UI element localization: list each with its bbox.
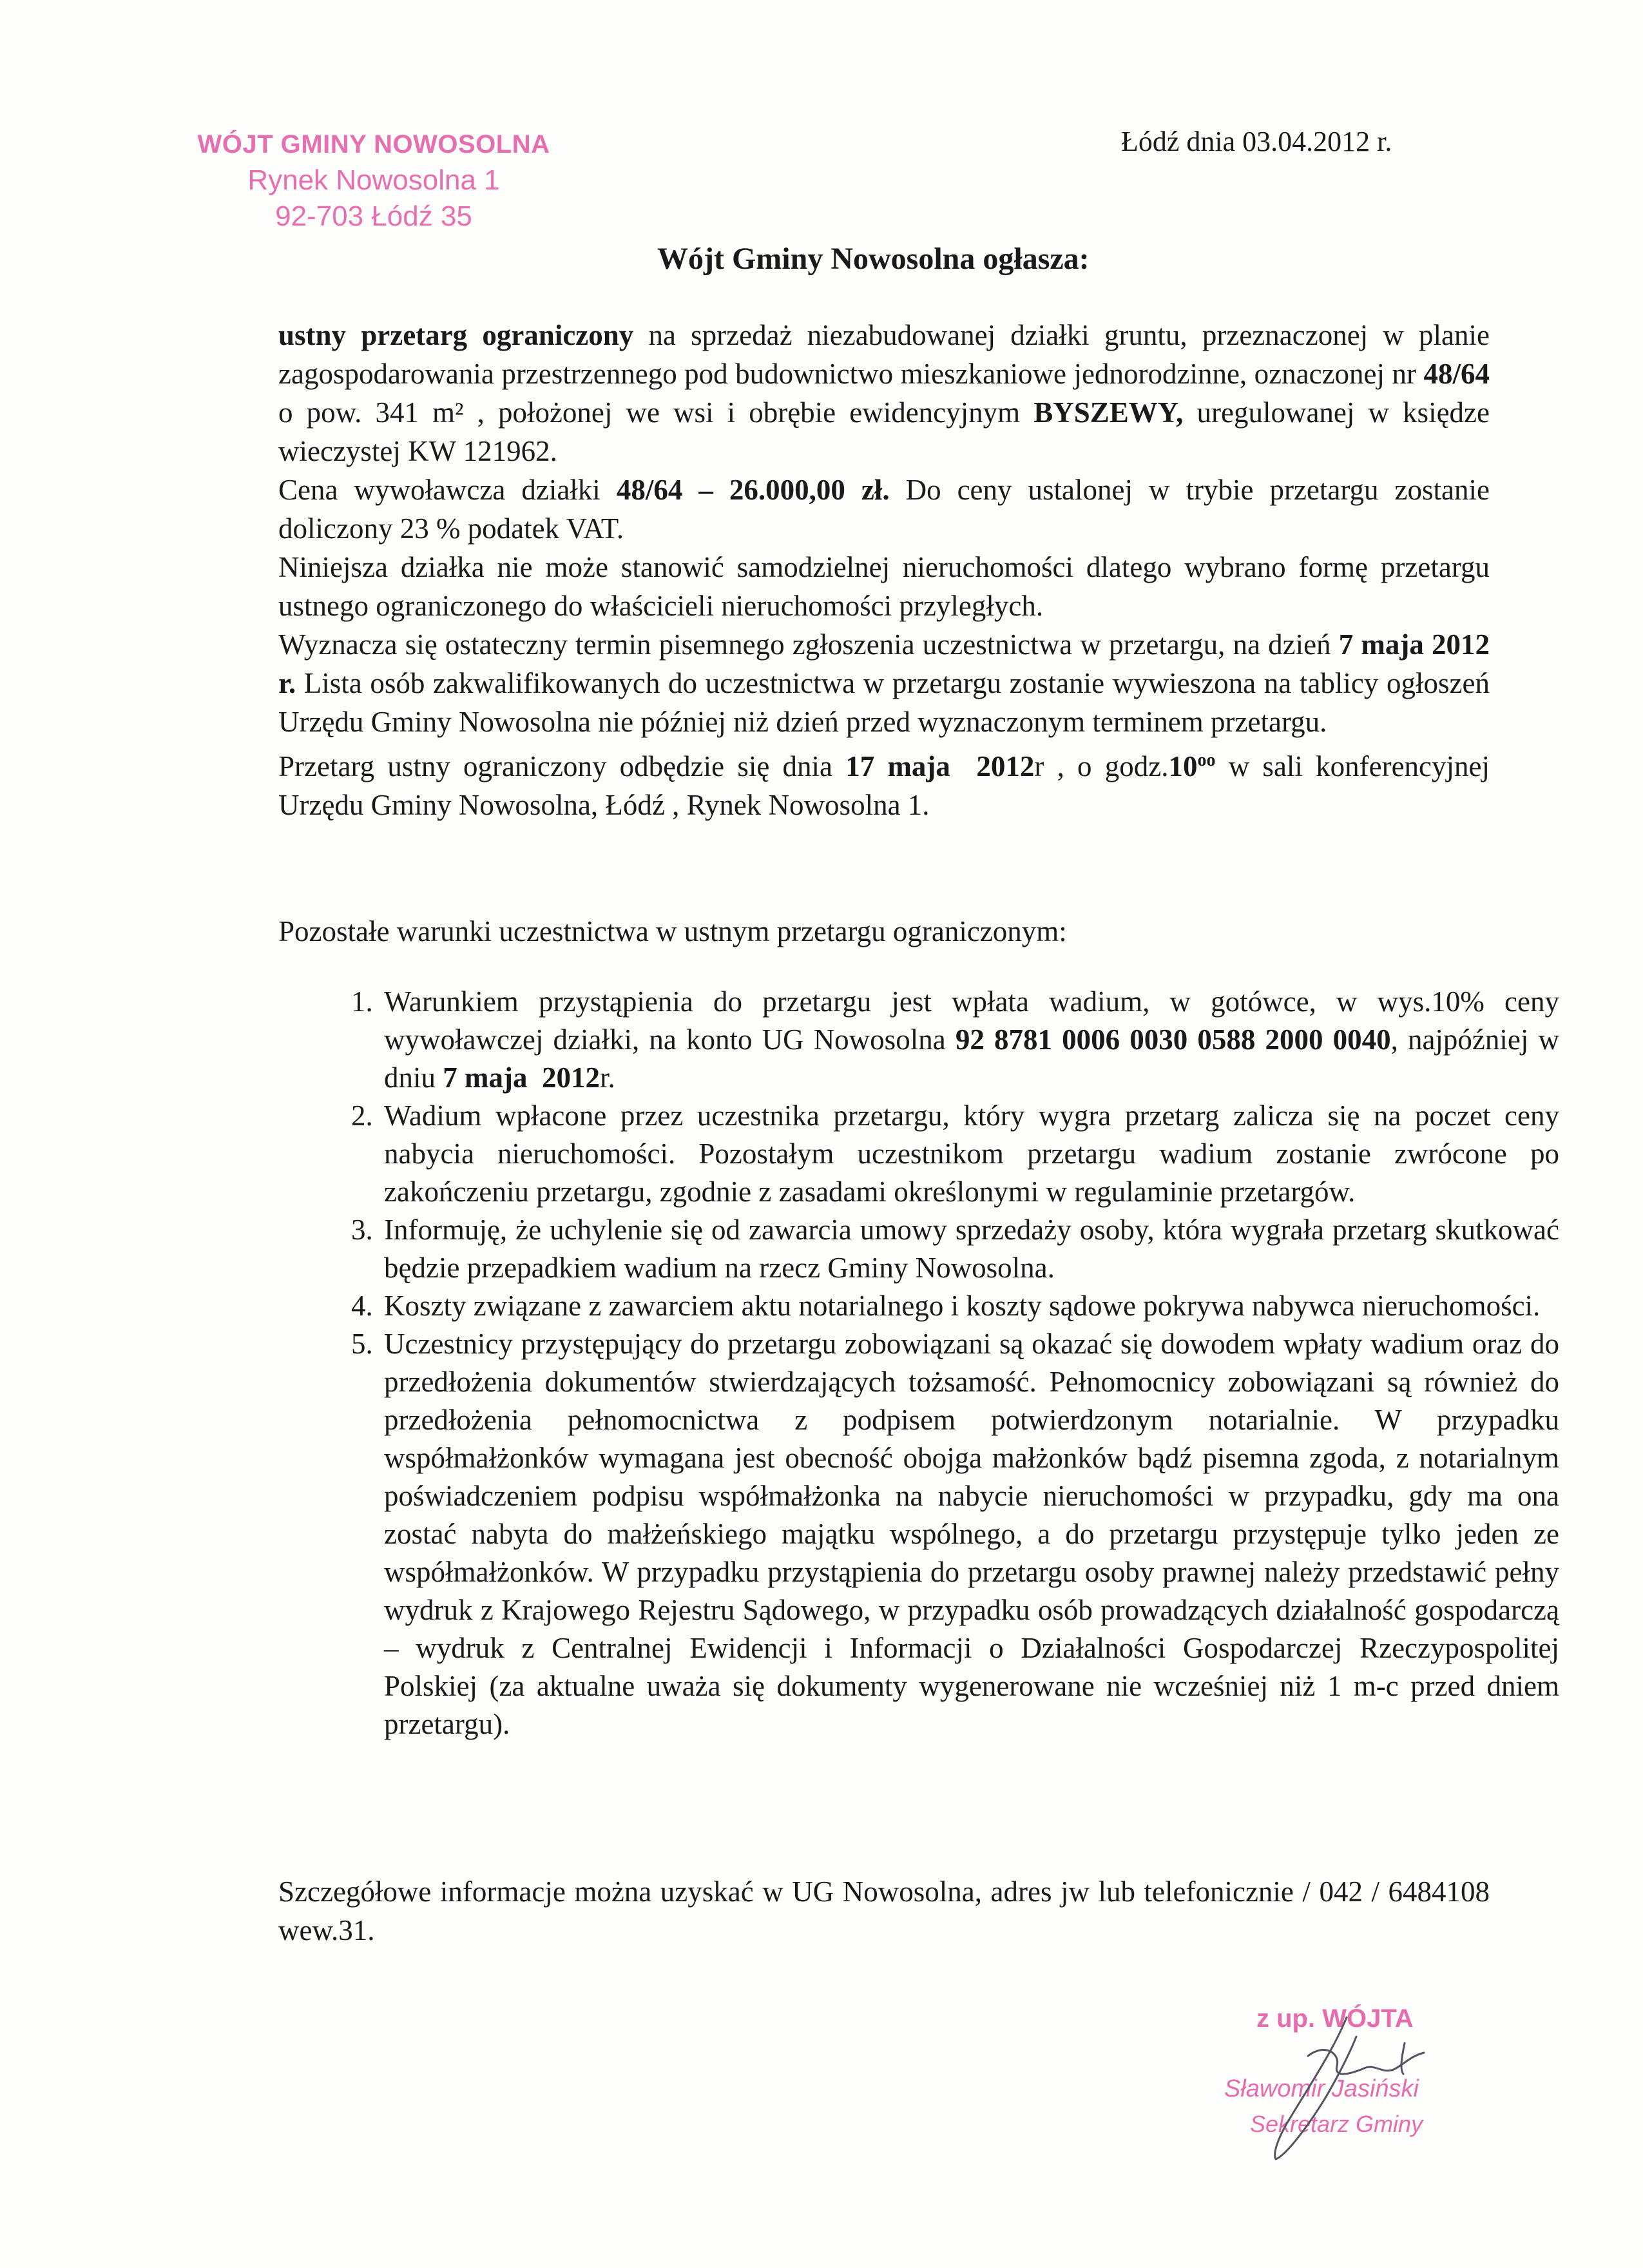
office-stamp [193, 126, 554, 235]
bold-deadline-date: 7 maja 2012 r. [278, 628, 1490, 699]
text-span: , najpóźniej w dniu [384, 1023, 1559, 1094]
spacer [528, 1061, 543, 1094]
text-span: na sprzedaż niezabudowanej działki gruntu, przeznaczonej w planie zagospodarowania przestrzennego pod budownictwo mieszkaniowe jednorodzinne, oznaczonej nr [278, 319, 1490, 390]
stamp-line-2: Rynek Nowosolna 1 [247, 164, 500, 196]
text-span: w sali konferencyjnej Urzędu Gminy Nowosolna, Łódź , Rynek Nowosolna 1. [278, 750, 1490, 821]
condition-item: 2. Wadium wpłacone przez uczestnika przetargu, który wygra przetarg zalicza się na poczet ceny nabycia nieruchomości. Pozostałym uczestnikom przetargu wadium zostanie zwrócone po zakończeniu przetargu, zgodnie z zasadami określonymi w regulaminie przetargów. [380, 1097, 1559, 1211]
signature-stamp-line-3: Sekretarz Gminy [1250, 2111, 1423, 2137]
text-span: r. [600, 1061, 615, 1094]
bold-auction-type: ustny przetarg ograniczony [278, 319, 634, 351]
bold-deposit-date: 7 maja [443, 1061, 528, 1094]
place-date: Łódź dnia 03.04.2012 r. [1121, 126, 1392, 157]
text-span: Wyznacza się ostateczny termin pisemnego zgłoszenia uczestnictwa w przetargu, na dzień [278, 628, 1339, 661]
spacer [950, 750, 976, 782]
bold-starting-price: 48/64 – 26.000,00 zł. [616, 474, 890, 506]
condition-item: 4. Koszty związane z zawarciem aktu notarialnego i koszty sądowe pokrywa nabywca nieruchomości. [380, 1287, 1559, 1325]
paragraph-price [278, 470, 1490, 548]
handwritten-signature [1211, 1998, 1482, 2166]
signature-stamp-line-1: z up. WÓJTA [1256, 2004, 1414, 2033]
text-span: Cena wywoławcza działki [278, 474, 617, 506]
paragraph-restriction: Niniejsza działka nie może stanowić samodzielnej nieruchomości dlatego wybrano formę przetargu ustnego ograniczonego do właścicieli nieruchomości przyległych. [278, 551, 1490, 622]
bold-auction-hour: 10 [1168, 750, 1198, 782]
signature-stamp-line-2: Sławomir Jasiński [1224, 2075, 1419, 2102]
conditions-intro: Pozostałe warunki uczestnictwa w ustnym przetargu ograniczonym: [278, 915, 1067, 947]
paragraph-auction-date [278, 741, 1490, 824]
condition-item: 3. Informuję, że uchylenie się od zawarcia umowy sprzedaży osoby, która wygrała przetarg skutkować będzie przepadkiem wadium na rzecz Gminy Nowosolna. [380, 1211, 1559, 1287]
bold-village-name: BYSZEWY, [1033, 396, 1184, 429]
text-span: Przetarg ustny ograniczony odbędzie się dnia [278, 750, 846, 782]
signature-stamp [1211, 1998, 1482, 2166]
bold-parcel-number: 48/64 [1423, 358, 1490, 390]
bold-auction-date: 17 maja [845, 750, 950, 782]
text-span: Lista osób zakwalifikowanych do uczestnictwa w przetargu zostanie wywieszona na tablicy ogłoszeń Urzędu Gminy Nowosolna nie później niż dzień przed wyznaczonym terminem przetargu. [278, 667, 1490, 738]
stamp-line-1: WÓJT GMINY NOWOSOLNA [197, 130, 550, 159]
bold-deposit-year: 2012 [542, 1061, 600, 1094]
condition-item: 5. Uczestnicy przystępujący do przetargu zobowiązani są okazać się dowodem wpłaty wadium oraz do przedłożenia dokumentów stwierdzających tożsamość. Pełnomocnicy zobowiązani są również do przedłożenia pełnomocnictwa z podpisem potwierdzonym notarialnie. W przypadku współmałżonków wymagana jest obecność obojga małżonków bądź pisemna zgoda, z notarialnym poświadczeniem podpisu współmałżonka na nabycie nieruchomości w przypadku, gdy ma ona zostać nabyta do małżeńskiego majątku wspólnego, a do przetargu przystępuje tylko jeden ze współmałżonków. W przypadku przystąpienia do przetargu osoby prawnej należy przedstawić pełny wydruk z Krajowego Rejestru Sądowego, w przypadku osób prowadzących działalność gospodarczą – wydruk z Centralnej Ewidencji i Informacji o Działalności Gospodarczej Rzeczypospolitej Polskiej (za aktualne uważa się dokumenty wygenerowane nie wcześniej niż 1 m-c przed dniem przetargu). [380, 1325, 1559, 1743]
condition-item [380, 983, 1559, 1097]
bold-auction-year: 2012 [976, 750, 1035, 782]
text-span: Do ceny ustalonej w trybie przetargu zostanie doliczony 23 % podatek VAT. [278, 474, 1490, 545]
stamp-line-3: 92-703 Łódź 35 [275, 200, 472, 232]
text-span: uregulowanej w księdze wieczystej KW 121962. [278, 396, 1490, 467]
text-span: r , o godz. [1034, 750, 1169, 782]
text-span: Warunkiem przystąpienia do przetargu jest wpłata wadium, w gotówce, w wys.10% ceny wywoławczej działki, na konto UG Nowosolna [384, 985, 1559, 1056]
bold-bank-account: 92 8781 0006 0030 0588 2000 0040 [955, 1023, 1391, 1056]
announcement-title: Wójt Gminy Nowosolna ogłasza: [657, 242, 1090, 276]
text-span: o pow. 341 m² , położonej we wsi i obrębie ewidencyjnym [278, 396, 1034, 429]
paragraph-deadline [278, 625, 1490, 741]
conditions-list [329, 983, 1559, 1743]
announcement-body [278, 316, 1490, 824]
contact-info: Szczegółowe informacje można uzyskać w UG Nowosolna, adres jw lub telefonicznie / 042 / 6484108 wew.31. [278, 1875, 1490, 1946]
auction-minutes-superscript: oo [1197, 750, 1216, 770]
paragraph-auction-subject [278, 316, 1490, 470]
